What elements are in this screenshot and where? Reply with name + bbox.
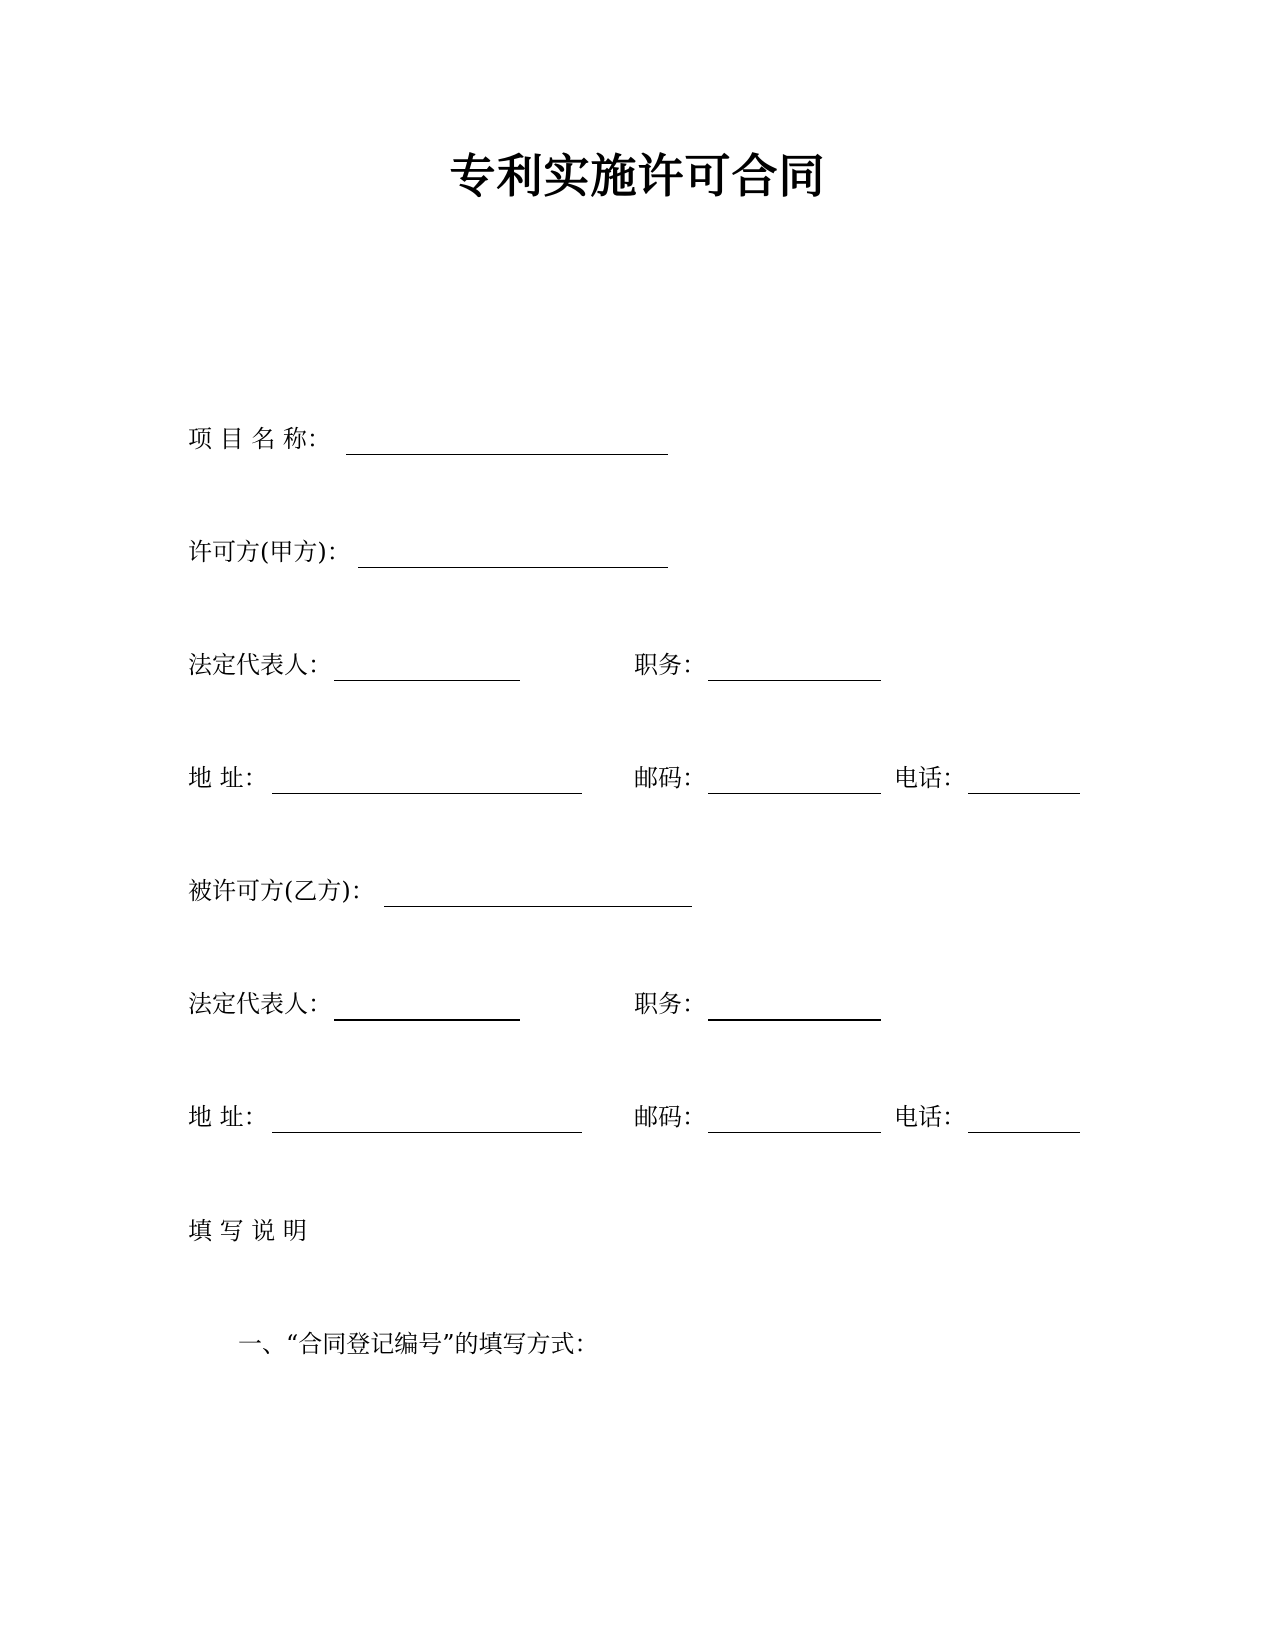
licensor-phone-field[interactable] [968, 793, 1080, 794]
licensee-phone-field[interactable] [968, 1132, 1080, 1133]
licensee-postcode-label: 邮码： [634, 1103, 706, 1131]
licensee-address-label: 地 址： [188, 1103, 268, 1131]
project-name-row [188, 424, 1188, 464]
licensee-address-row [188, 1102, 1188, 1142]
licensor-position-label: 职务： [634, 651, 706, 679]
licensee-position-label: 职务： [634, 990, 706, 1018]
project-name-label: 项 目 名 称： [188, 425, 331, 453]
licensor-legal-rep-label: 法定代表人： [188, 651, 332, 679]
page-title: 专利实施许可合同 [449, 149, 826, 203]
instructions-item-1: 一、“合同登记编号”的填写方式： [238, 1330, 599, 1358]
licensee-legal-rep-label: 法定代表人： [188, 990, 332, 1018]
licensor-label: 许可方(甲方)： [188, 538, 351, 566]
licensor-legal-rep-field[interactable] [334, 680, 520, 681]
licensee-label: 被许可方(乙方)： [188, 877, 375, 905]
licensor-row [188, 537, 1188, 577]
licensor-field[interactable] [358, 567, 668, 568]
instructions-heading: 填 写 说 明 [188, 1217, 307, 1245]
licensor-position-field[interactable] [708, 680, 881, 681]
licensor-address-label: 地 址： [188, 764, 268, 792]
project-name-field[interactable] [346, 454, 668, 455]
licensor-address-row [188, 763, 1188, 803]
licensee-postcode-field[interactable] [708, 1132, 881, 1133]
licensee-legal-rep-field[interactable] [334, 1019, 520, 1021]
licensee-address-field[interactable] [272, 1132, 582, 1133]
licensee-position-field[interactable] [708, 1019, 881, 1021]
licensor-postcode-field[interactable] [708, 793, 881, 794]
licensee-field[interactable] [384, 906, 692, 907]
licensee-row [188, 876, 1188, 916]
licensor-phone-label: 电话： [894, 764, 966, 792]
licensor-postcode-label: 邮码： [634, 764, 706, 792]
licensee-legal-rep-row [188, 989, 1188, 1029]
licensee-phone-label: 电话： [894, 1103, 966, 1131]
licensor-legal-rep-row [188, 650, 1188, 690]
licensor-address-field[interactable] [272, 793, 582, 794]
